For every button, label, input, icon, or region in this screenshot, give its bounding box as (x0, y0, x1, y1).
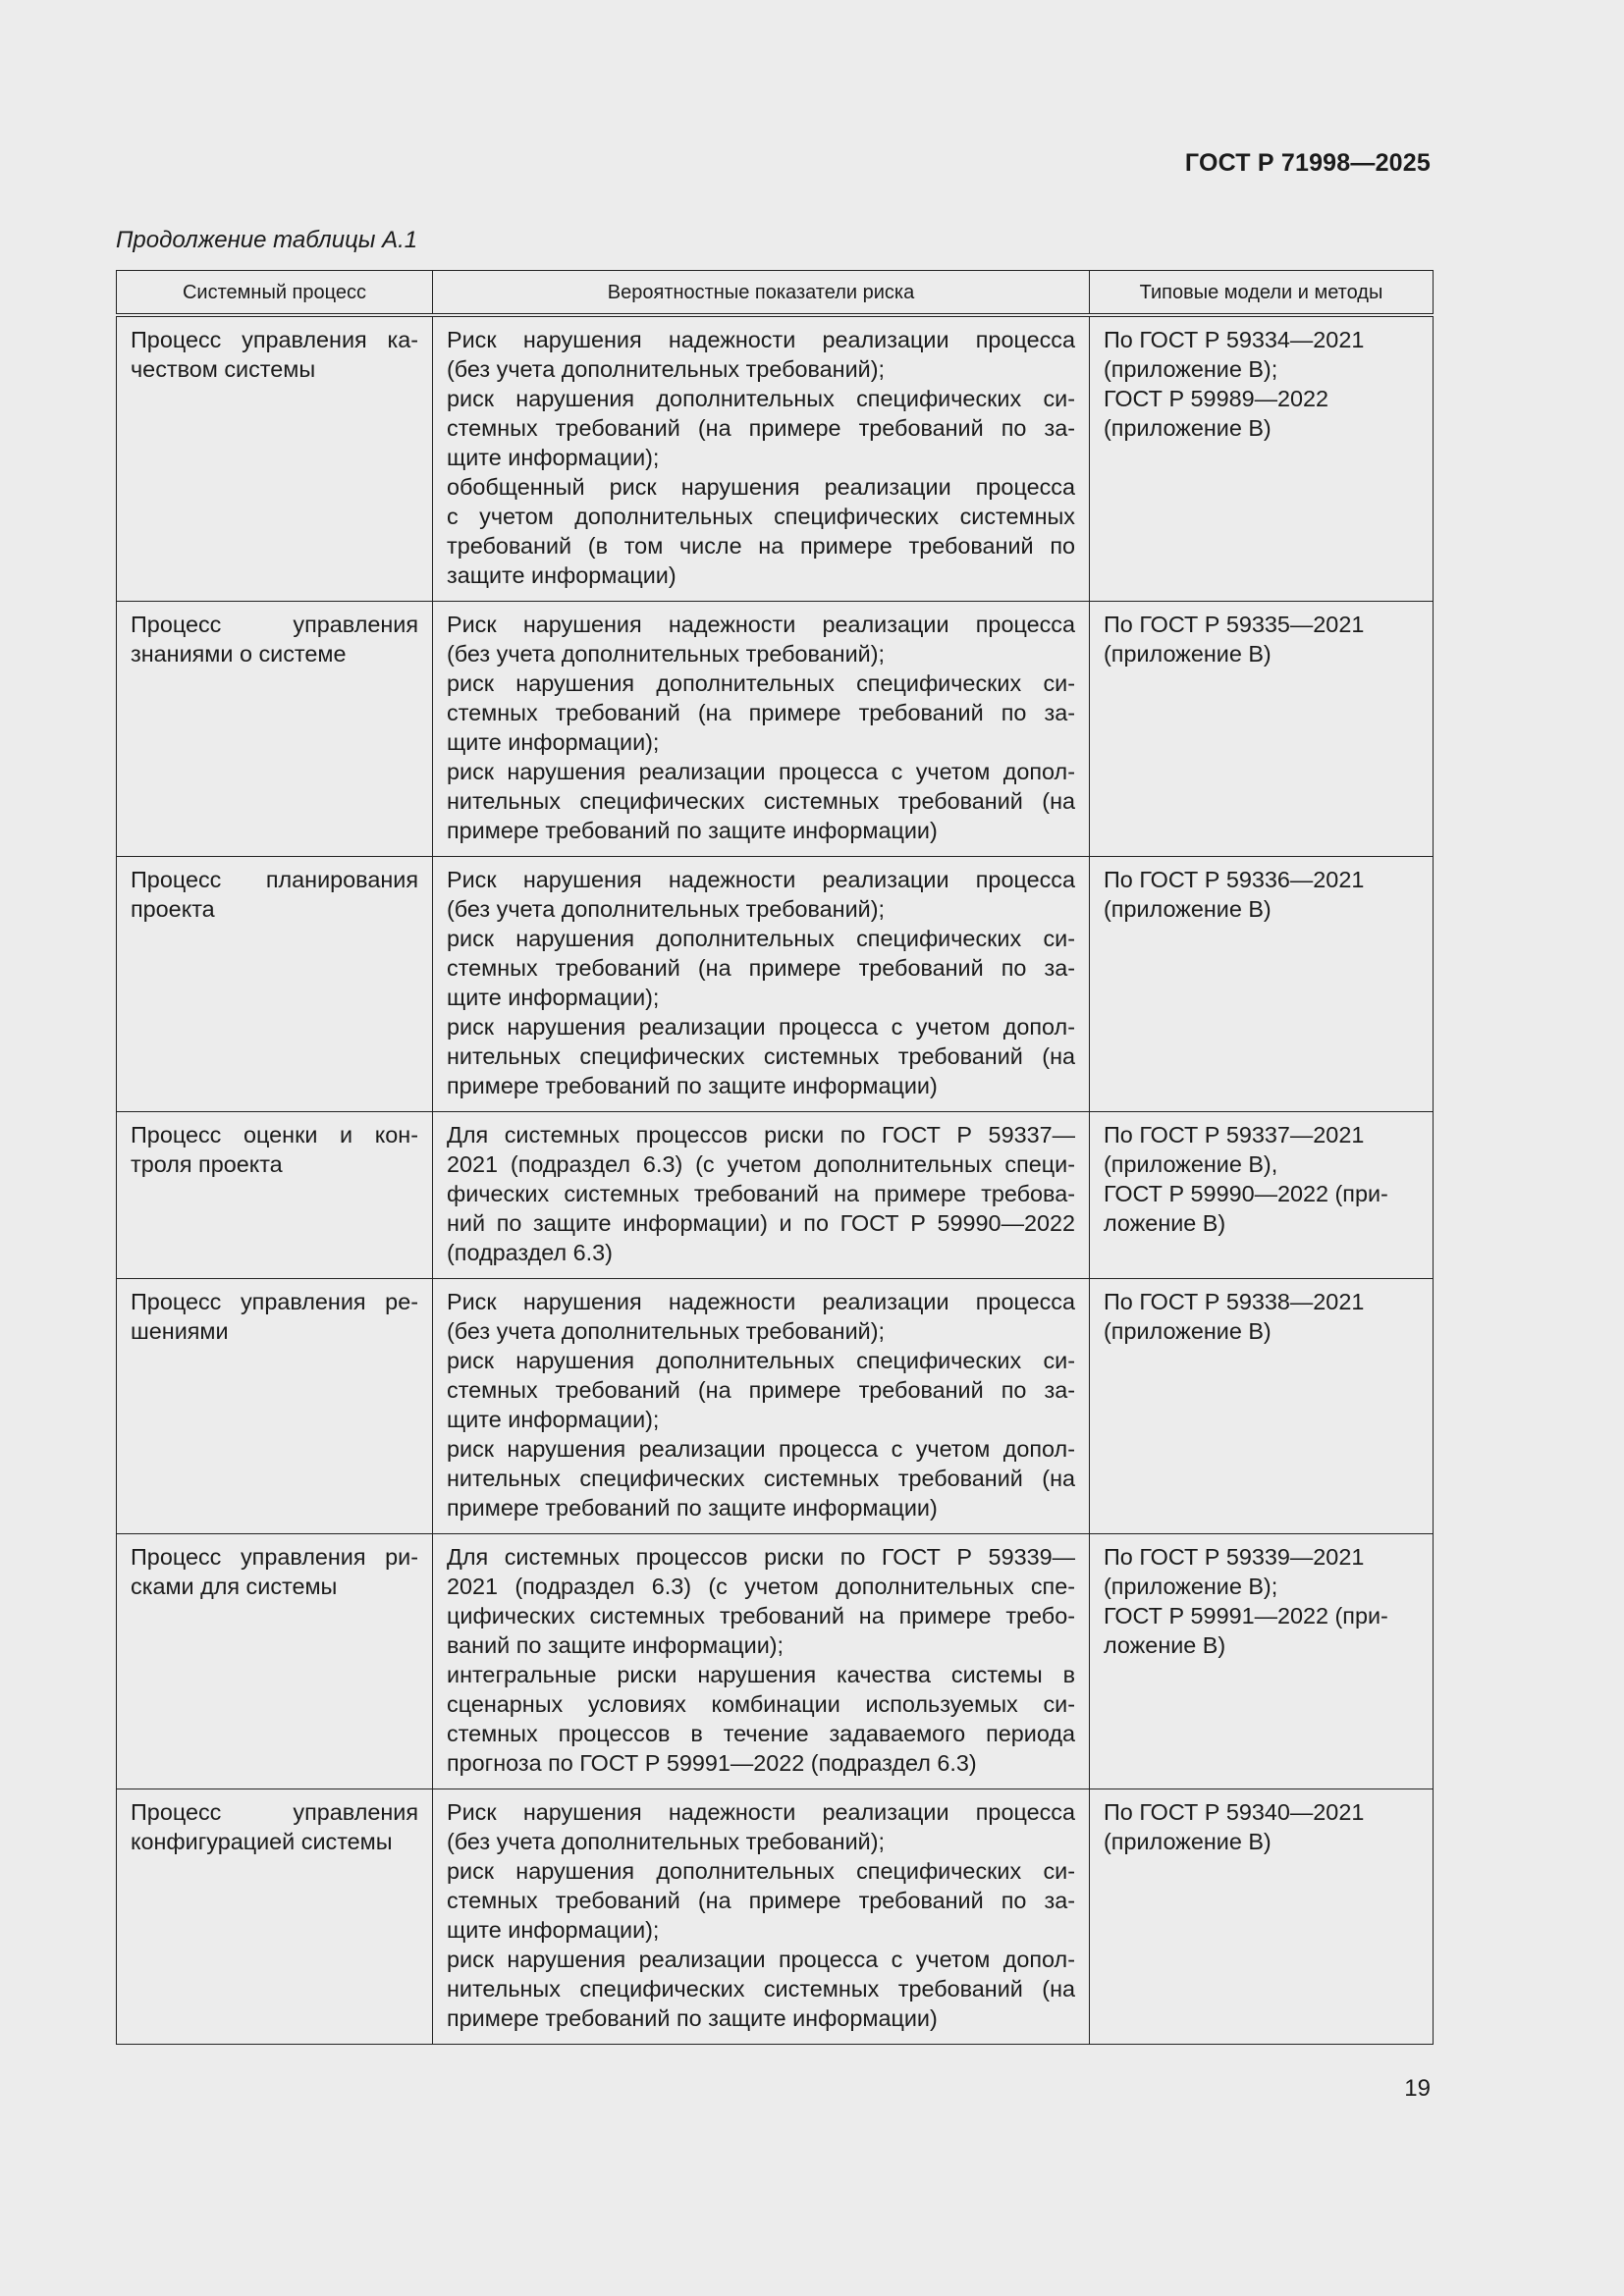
methods-cell-line: По ГОСТ Р 59334—2021 (1104, 327, 1365, 352)
methods-cell-line: (приложение В); (1104, 1573, 1278, 1599)
risk-indicators-cell-line: (без учета дополнительных требований); (447, 356, 885, 382)
risk-indicators-cell-line: риск нарушения реализации процесса с учетом допол- (447, 1435, 1075, 1462)
risk-indicators-cell-line: стемных требований (на примере требований по за- (447, 954, 1075, 981)
process-cell-line: знаниями о системе (131, 640, 347, 667)
risk-indicators-cell-line: стемных требований (на примере требований по за- (447, 1376, 1075, 1403)
risk-indicators-cell-line: ний по защите информации) и по ГОСТ Р 59990—2022 (447, 1209, 1075, 1236)
risk-indicators-cell-line: риск нарушения дополнительных специфических си- (447, 669, 1075, 696)
process-cell-line: Процесс управления ри- (131, 1543, 418, 1570)
methods-cell-line: По ГОСТ Р 59338—2021 (1104, 1288, 1365, 1314)
process-cell (117, 1533, 433, 1789)
methods-cell-line: По ГОСТ Р 59335—2021 (1104, 611, 1365, 637)
risk-indicators-cell-line: стемных процессов в течение задаваемого периода (447, 1720, 1075, 1746)
risk-indicators-cell-line: примере требований по защите информации) (447, 817, 938, 843)
methods-cell-line: (приложение В) (1104, 895, 1272, 922)
risk-indicators-cell-line: стемных требований (на примере требований по за- (447, 415, 1075, 441)
table-row (117, 1278, 1434, 1533)
risk-indicators-cell-line: сценарных условиях комбинации используемых си- (447, 1690, 1075, 1717)
process-cell-line: Процесс планирования (131, 866, 418, 892)
methods-cell-line: По ГОСТ Р 59336—2021 (1104, 866, 1365, 892)
process-cell (117, 1789, 433, 2044)
methods-cell (1090, 856, 1434, 1111)
risk-indicators-cell-line: примере требований по защите информации) (447, 1494, 938, 1521)
risk-indicators-cell (433, 1111, 1090, 1278)
process-cell-line: сками для системы (131, 1573, 338, 1599)
methods-cell (1090, 1111, 1434, 1278)
risk-indicators-cell (433, 1533, 1090, 1789)
risk-indicators-cell-line: примере требований по защите информации) (447, 1072, 938, 1098)
risk-indicators-cell-line: интегральные риски нарушения качества системы в (447, 1661, 1075, 1687)
risk-indicators-cell-line: риск нарушения дополнительных специфических си- (447, 1857, 1075, 1884)
risk-indicators-cell-line: риск нарушения реализации процесса с учетом допол- (447, 758, 1075, 784)
risk-indicators-cell-line: стемных требований (на примере требований по за- (447, 699, 1075, 725)
risk-indicators-cell-line: щите информации); (447, 728, 660, 755)
risk-indicators-cell-line: обобщенный риск нарушения реализации процесса (447, 474, 1075, 500)
process-cell-line: чеством системы (131, 356, 316, 382)
risk-indicators-cell (433, 856, 1090, 1111)
process-cell-line: Процесс управления (131, 1798, 418, 1825)
risk-indicators-cell-line: щите информации); (447, 1406, 660, 1432)
methods-cell (1090, 1533, 1434, 1789)
methods-cell-line: (приложение В) (1104, 640, 1272, 667)
risk-indicators-cell (433, 315, 1090, 601)
risk-indicators-cell-line: Риск нарушения надежности реализации процесса (447, 866, 1075, 892)
process-cell-line: шениями (131, 1317, 229, 1344)
risk-indicators-cell (433, 1278, 1090, 1533)
process-cell (117, 1111, 433, 1278)
risk-indicators-cell-line: (без учета дополнительных требований); (447, 1828, 885, 1854)
process-cell (117, 315, 433, 601)
methods-cell-line: (приложение В) (1104, 1828, 1272, 1854)
risk-indicators-cell-line: щите информации); (447, 1916, 660, 1943)
table-header (117, 271, 1434, 316)
risk-indicators-cell-line: цифических системных требований на примере требо- (447, 1602, 1075, 1629)
risk-indicators-cell-line: (без учета дополнительных требований); (447, 1317, 885, 1344)
process-cell (117, 856, 433, 1111)
risk-indicators-cell-line: (подраздел 6.3) (447, 1239, 613, 1265)
methods-cell (1090, 601, 1434, 856)
risk-indicators-cell-line: (без учета дополнительных требований); (447, 640, 885, 667)
process-cell (117, 601, 433, 856)
methods-cell-line: ГОСТ Р 59990—2022 (при- (1104, 1180, 1388, 1206)
risk-indicators-cell-line: Риск нарушения надежности реализации процесса (447, 611, 1075, 637)
process-cell-line: Процесс управления ка- (131, 327, 418, 352)
risk-indicators-cell (433, 601, 1090, 856)
methods-cell-line: (приложение В); (1104, 356, 1278, 382)
table-row (117, 1111, 1434, 1278)
methods-cell-line: ложение В) (1104, 1631, 1226, 1658)
methods-cell-line: (приложение В), (1104, 1150, 1278, 1177)
process-cell-line: Процесс оценки и кон- (131, 1121, 418, 1148)
risk-indicators-cell-line: нительных специфических системных требований (на (447, 1975, 1075, 2002)
risk-indicators-cell-line: прогноза по ГОСТ Р 59991—2022 (подраздел 6.3) (447, 1749, 977, 1776)
risk-indicators-cell-line: защите информации) (447, 562, 677, 588)
methods-cell (1090, 1278, 1434, 1533)
methods-cell-line: ГОСТ Р 59989—2022 (1104, 386, 1329, 411)
risk-indicators-cell-line: Для системных процессов риски по ГОСТ Р 59337— (447, 1121, 1075, 1148)
table-row (117, 1533, 1434, 1789)
methods-cell-line: По ГОСТ Р 59340—2021 (1104, 1798, 1365, 1825)
risk-indicators-cell-line: ваний по защите информации); (447, 1631, 785, 1658)
risk-indicators-cell-line: риск нарушения дополнительных специфических си- (447, 925, 1075, 951)
process-cell-line: троля проекта (131, 1150, 283, 1177)
table-row (117, 601, 1434, 856)
table-caption: Продолжение таблицы А.1 (116, 227, 418, 253)
process-cell (117, 1278, 433, 1533)
risk-indicators-cell-line: Риск нарушения надежности реализации процесса (447, 1798, 1075, 1825)
risk-indicators-cell-line: Для системных процессов риски по ГОСТ Р 59339— (447, 1543, 1075, 1570)
risk-indicators-cell-line: стемных требований (на примере требований по за- (447, 1887, 1075, 1913)
risk-indicators-cell-line: 2021 (подраздел 6.3) (с учетом дополнительных специ- (447, 1150, 1075, 1177)
methods-cell-line: По ГОСТ Р 59337—2021 (1104, 1121, 1365, 1148)
methods-cell (1090, 1789, 1434, 2044)
risk-indicators-cell-line: фических системных требований на примере требова- (447, 1180, 1075, 1206)
risk-indicators-cell-line: риск нарушения реализации процесса с учетом допол- (447, 1013, 1075, 1040)
methods-cell-line: ложение В) (1104, 1209, 1226, 1236)
table-row (117, 315, 1434, 601)
process-cell-line: Процесс управления (131, 611, 418, 637)
table-row (117, 1789, 1434, 2044)
risk-indicators-cell-line: щите информации); (447, 445, 660, 470)
risk-indicators-cell (433, 1789, 1090, 2044)
risk-indicators-cell-line: 2021 (подраздел 6.3) (с учетом дополнительных спе- (447, 1573, 1075, 1599)
process-cell-line: Процесс управления ре- (131, 1288, 418, 1314)
risk-indicators-cell-line: нительных специфических системных требований (на (447, 787, 1075, 814)
column-header-methods: Типовые модели и методы (1090, 271, 1434, 316)
risk-indicators-cell-line: Риск нарушения надежности реализации процесса (447, 327, 1075, 352)
process-cell-line: проекта (131, 895, 215, 922)
risk-indicators-cell-line: нительных специфических системных требований (на (447, 1042, 1075, 1069)
column-header-risk: Вероятностные показатели риска (433, 271, 1090, 316)
risk-indicators-cell-line: требований (в том числе на примере требований по (447, 533, 1075, 559)
risk-indicators-cell-line: (без учета дополнительных требований); (447, 895, 885, 922)
methods-cell (1090, 315, 1434, 601)
table-body (117, 315, 1434, 2044)
risk-indicators-cell-line: риск нарушения реализации процесса с учетом допол- (447, 1946, 1075, 1972)
methods-cell-line: ГОСТ Р 59991—2022 (при- (1104, 1602, 1388, 1629)
process-cell-line: конфигурацией системы (131, 1828, 393, 1854)
methods-cell-line: (приложение В) (1104, 415, 1272, 441)
document-code: ГОСТ Р 71998—2025 (1184, 149, 1431, 177)
risk-indicators-cell-line: нительных специфических системных требований (на (447, 1465, 1075, 1491)
risk-indicators-cell-line: примере требований по защите информации) (447, 2004, 938, 2031)
risk-indicators-cell-line: риск нарушения дополнительных специфических си- (447, 386, 1075, 411)
column-header-process: Системный процесс (117, 271, 433, 316)
risk-indicators-cell-line: щите информации); (447, 984, 660, 1010)
risk-indicators-cell-line: риск нарушения дополнительных специфических си- (447, 1347, 1075, 1373)
table-row (117, 856, 1434, 1111)
risk-indicators-cell-line: с учетом дополнительных специфических системных (447, 504, 1075, 529)
risk-table (116, 270, 1434, 2045)
methods-cell-line: (приложение В) (1104, 1317, 1272, 1344)
risk-indicators-cell-line: Риск нарушения надежности реализации процесса (447, 1288, 1075, 1314)
methods-cell-line: По ГОСТ Р 59339—2021 (1104, 1543, 1365, 1570)
page-number: 19 (1404, 2075, 1431, 2102)
table-header-row (117, 271, 1434, 316)
